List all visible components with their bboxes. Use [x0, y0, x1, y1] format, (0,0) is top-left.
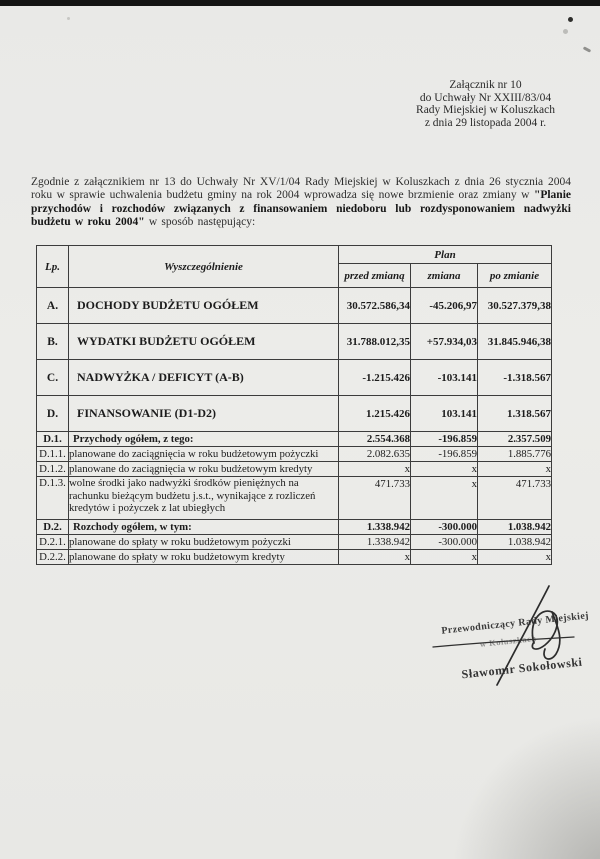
row-label-text: planowane do spłaty w roku budżetowym pożyczki — [69, 536, 291, 548]
row-value: 1.038.942 — [478, 520, 552, 535]
row-label: DOCHODY BUDŻETU OGÓŁEM — [69, 288, 339, 324]
budget-table — [36, 245, 552, 565]
row-value: -1.215.426 — [339, 360, 411, 396]
row-label — [69, 550, 339, 565]
intro-text-start: Zgodnie z załącznikiem nr 13 do Uchwały Nr XV/1/04 Rady Miejskiej w Koluszkach z dnia 26 stycznia 2004 roku w sprawie uchwalenia budżetu gminy na rok 2004 wprowadza się nowe brzmienie oraz zmiany w — [31, 175, 571, 201]
stamp-city-text: w Koluszkach — [479, 633, 537, 649]
intro-paragraph — [31, 176, 571, 230]
table-row — [37, 324, 552, 360]
intro-plan-title: "Planie przychodów i rozchodów związanych z finansowaniem niedoboru lub rozdysponowaniem nadwyżki budżetu w roku 2004" — [31, 189, 571, 228]
resolution-date: z dnia 29 listopada 2004 r. — [424, 117, 547, 130]
row-value: +57.934,03 — [411, 324, 478, 360]
row-label-text: planowane do zaciągnięcia w roku budżetowym pożyczki — [69, 448, 319, 460]
row-label: WYDATKI BUDŻETU OGÓŁEM — [69, 324, 339, 360]
row-id: C. — [37, 360, 69, 396]
row-id: D.2. — [37, 520, 69, 535]
row-value: x — [411, 462, 478, 477]
row-value: 30.572.586,34 — [339, 288, 411, 324]
row-label — [69, 535, 339, 550]
row-value: x — [411, 550, 478, 565]
row-value: 2.357.509 — [478, 432, 552, 447]
row-id: D.1.1. — [37, 447, 69, 462]
attachment-number: Załącznik nr 10 — [449, 79, 522, 91]
row-label: FINANSOWANIE (D1-D2) — [69, 396, 339, 432]
row-label-text: wolne środki jako nadwyżki środków pieniężnych na rachunku bieżącym budżetu j.s.t., wynikające z rozliczeń kredytów i pożyczek z lat ubiegłych — [69, 477, 316, 515]
row-label-text: planowane do zaciągnięcia w roku budżetowym kredyty — [69, 463, 313, 475]
row-value: x — [411, 477, 478, 520]
scan-edge-strip — [0, 0, 600, 6]
budget-table-body — [37, 288, 552, 565]
table-row — [37, 447, 552, 462]
row-value: x — [339, 462, 411, 477]
table-row — [37, 477, 552, 520]
row-value: -300.000 — [411, 520, 478, 535]
row-label — [69, 447, 339, 462]
col-header-lp: Lp. — [37, 246, 69, 288]
stamp-name-text: Sławomir Sokołowski — [460, 654, 584, 682]
intro-text-end: w sposób następujący: — [144, 216, 256, 228]
table-row — [37, 535, 552, 550]
budget-table-header — [37, 246, 552, 288]
signature-block — [408, 565, 598, 705]
row-label-text: planowane do spłaty w roku budżetowym kredyty — [69, 551, 285, 563]
table-row — [37, 550, 552, 565]
row-label: NADWYŻKA / DEFICYT (A-B) — [69, 360, 339, 396]
row-value: 103.141 — [411, 396, 478, 432]
table-row — [37, 462, 552, 477]
row-id: B. — [37, 324, 69, 360]
col-header-details: Wyszczególnienie — [69, 246, 339, 288]
row-id: D.1. — [37, 432, 69, 447]
row-value: x — [478, 550, 552, 565]
table-row — [37, 432, 552, 447]
row-value: 1.338.942 — [339, 535, 411, 550]
table-row — [37, 396, 552, 432]
row-id: D.1.3. — [37, 477, 69, 520]
row-value: 471.733 — [339, 477, 411, 520]
row-id: D.2.1. — [37, 535, 69, 550]
resolution-reference: do Uchwały Nr XXIII/83/04 — [419, 91, 552, 104]
row-value: -196.859 — [411, 447, 478, 462]
row-label — [69, 462, 339, 477]
row-value: -196.859 — [411, 432, 478, 447]
row-label: Przychody ogółem, z tego: — [69, 432, 339, 447]
col-header-change: zmiana — [411, 264, 478, 288]
row-value: 31.788.012,35 — [339, 324, 411, 360]
col-header-after-change: po zmianie — [478, 264, 552, 288]
row-value: -45.206,97 — [411, 288, 478, 324]
row-value: 30.527.379,38 — [478, 288, 552, 324]
row-label: Rozchody ogółem, w tym: — [69, 520, 339, 535]
scan-speck — [67, 17, 70, 20]
row-id: D.1.2. — [37, 462, 69, 477]
council-name: Rady Miejskiej w Koluszkach — [416, 104, 555, 117]
col-header-before-change: przed zmianą — [339, 264, 411, 288]
table-row — [37, 288, 552, 324]
row-value: 1.318.567 — [478, 396, 552, 432]
attachment-header — [398, 79, 573, 130]
row-id: D.2.2. — [37, 550, 69, 565]
row-value: -103.141 — [411, 360, 478, 396]
scan-speck — [568, 17, 573, 22]
scan-speck — [563, 29, 568, 34]
row-id: A. — [37, 288, 69, 324]
row-value: 1.338.942 — [339, 520, 411, 535]
table-row — [37, 360, 552, 396]
row-value: -300.000 — [411, 535, 478, 550]
row-value: -1.318.567 — [478, 360, 552, 396]
row-value: x — [478, 462, 552, 477]
col-header-plan: Plan — [339, 246, 552, 264]
row-value: x — [339, 550, 411, 565]
row-value: 2.082.635 — [339, 447, 411, 462]
row-value: 2.554.368 — [339, 432, 411, 447]
row-label — [69, 477, 339, 520]
scan-speck — [583, 46, 591, 52]
row-value: 1.215.426 — [339, 396, 411, 432]
row-value: 471.733 — [478, 477, 552, 520]
row-value: 31.845.946,38 — [478, 324, 552, 360]
row-id: D. — [37, 396, 69, 432]
row-value: 1.885.776 — [478, 447, 552, 462]
stamp-title-text: Przewodniczący Rady Miejskiej — [440, 610, 590, 637]
row-value: 1.038.942 — [478, 535, 552, 550]
table-row — [37, 520, 552, 535]
